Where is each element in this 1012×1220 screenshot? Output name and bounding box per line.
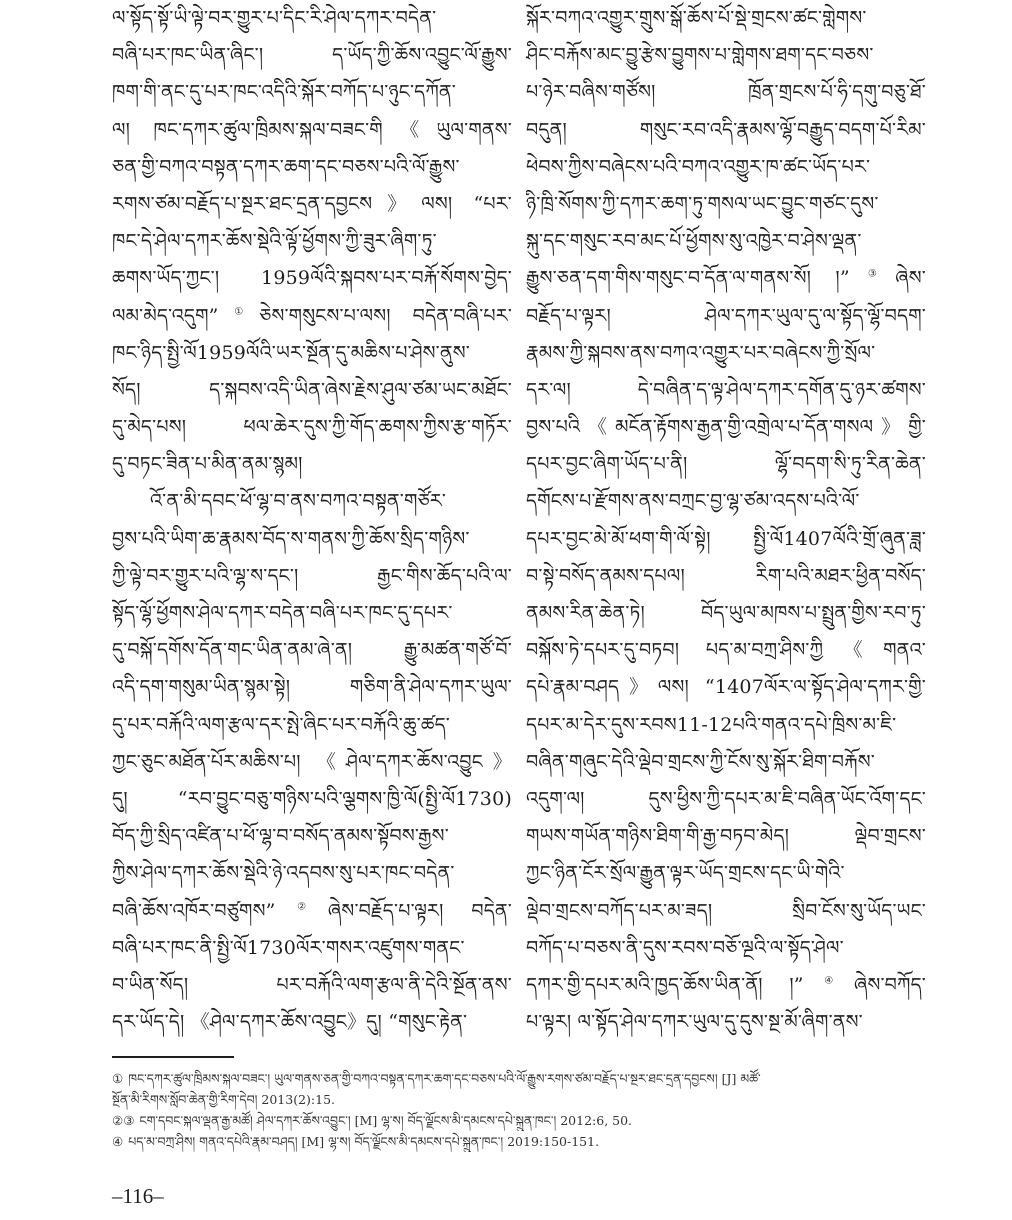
footnote-reference[interactable]: ④ (803, 975, 854, 987)
footnote-text: ཁང་དཀར་ཚུལ་ཁྲིམས་སྐལ་བཟང་། ཡུལ་གནས་ཅན་གྱི་བཀའ་བསྟན་དཀར་ཆག་དང་བཅས་པའི་ལོ་རྒྱུས་རགས་ཙམ་བརྗོད་པ་སྔར་ཐང་དྲན་དབྱངས། [J] མཚོ་ (128, 1071, 761, 1086)
left-column (112, 0, 512, 1041)
text-line: དུ། “རབ་བྱུང་བཅུ་གཉིས་པའི་ལྕགས་ཁྱི་ལོ(སྤྱི་ལོ1730) (112, 787, 512, 810)
text-segment: རྒྱུས་ཅན་དག་གིས་གསུང་བ་དོན་ལ་གནས་སོ། །” (526, 267, 850, 290)
text-line: ཆགས་ཡོད་ཀྱང་། 1959ལོའི་སྐབས་པར་བརྐོ་སོགས་བྱེད་ (112, 267, 512, 290)
text-line: ཀྱི་ལྟེ་བར་གྱུར་པའི་ལྷ་ས་དང་། རྒྱང་གིས་ཆོད་པའི་ལ་ (112, 564, 512, 587)
text-line: ཅན་གྱི་བཀའ་བསྟན་དཀར་ཆག་དང་བཅས་པའི་ལོ་རྒྱུས་ (112, 155, 460, 178)
text-line: སྟོད་ལྷོ་ཕྱོགས་ཤེལ་དཀར་བདེན་བཞི་པར་ཁང་དུ་དཔར་ (112, 602, 453, 624)
text-line: དགོངས་པ་རྫོགས་ནས་བཀྲང་བྱ་ལྷ་ཙམ་འདས་པའི་ལོ་ (526, 490, 860, 513)
text-segment: དཀར་གྱི་དཔར་མའི་ཁྱད་ཆོས་ཡིན་ནོ། །” (526, 973, 804, 996)
text-line: ནམས་རིན་ཆེན་ཏེ། བོད་ཡུལ་མཁས་པ་སྤྲུན་གྱིས་རབ་ཏུ་ (526, 602, 926, 624)
footnote-1 (112, 1068, 922, 1089)
text-line: ལ། ཁང་དཀར་ཚུལ་ཁྲིམས་སྐལ་བཟང་གི《ཡུལ་གནས་ (112, 118, 512, 141)
text-line: འདི་དག་གསུམ་ཡིན་སྙམ་སྟེ། གཅིག་ནི་ཤེལ་དཀར་ཡུལ་ (112, 676, 512, 699)
text-line: ཁག་གི་ནང་དུ་པར་ཁང་འདིའི་སྐོར་བཀོད་པ་ཉུང་དཀོན་ (112, 81, 456, 104)
text-line: བོད་ཀྱི་སྲིད་འཛིན་པ་ཕོ་ལྷ་བ་བསོད་ནམས་སྟོབས་རྒྱས་ (112, 825, 449, 848)
footnote-text: ངག་དབང་སྐལ་ལྡན་རྒྱ་མཚོ། ཤེལ་དཀར་ཆོས་འབྱུང་། [M] ལྷ་ས། བོད་ལྗོངས་མི་དམངས་དཔེ་སྐྲུན་ཁང་། 2012:6, 50. (139, 1113, 633, 1128)
text-line: དུ་བསྐོ་དགོས་དོན་གང་ཡིན་ནམ་ཞེ་ན། རྒྱུ་མཚན་གཙོ་བོ་ (112, 639, 512, 662)
footnote-2-3 (112, 1110, 922, 1131)
footnote-reference[interactable]: ③ (849, 268, 896, 280)
text-line: ཁང་དེ་ཤེལ་དཀར་ཆོས་སྡེའི་ལྟོ་ཕྱོགས་ཀྱི་ཟུར་ཞིག་ཏུ་ (112, 230, 437, 253)
text-segment: ཞེས་བརྗོད་པ་ལྟར། བདེན་ (327, 899, 512, 922)
text-line: དུ་བཏང་ཟིན་པ་མིན་ནམ་སྙམ། (112, 453, 303, 476)
text-line: ཉི་ཁྲི་སོགས་ཀྱི་དཀར་ཆག་ཏུ་གསལ་ཡང་བྱུང་གཙང་དུས་ (526, 192, 879, 215)
text-segment: ཞེས་ (895, 267, 926, 290)
text-line: སོད། ད་སྐབས་འདི་ཡིན་ཞེས་རྗེས་ཤུལ་ཙམ་ཡང་མཐོང་ (112, 378, 512, 401)
footnote-reference[interactable]: ② (275, 901, 328, 913)
footnote-text: པད་མ་བཀྲ་ཤིས། གནའ་དཔེའི་རྣམ་བཤད། [M] ལྷ་ས། བོད་ལྗོངས་མི་དམངས་དཔེ་སྐྲུན་ཁང་། 2019:150-151. (128, 1134, 600, 1149)
text-segment: ཞེས་བཀོད་ (853, 973, 926, 996)
text-line (526, 967, 926, 1004)
footnote-mark: ① (112, 1071, 124, 1086)
text-line: བརྗོད་པ་ལྟར། ཤེལ་དཀར་ཡུལ་དུ་ལ་སྟོད་ལྷོ་བདག་ (526, 304, 926, 327)
text-line (112, 298, 512, 335)
text-line: དཔར་བྱང་མེ་མོ་ཕག་གི་ལོ་སྟེ། སྤྱི་ལོ1407ལོའི་གྲོ་ཞུན་ཟླ་ (526, 527, 926, 550)
text-line: ཀྱང་ཅུང་མཐོན་པོར་མཆིས་པ། 《ཤེལ་དཀར་ཆོས་འབྱུང》 (112, 750, 512, 773)
text-line: བདུན། གསུང་རབ་འདི་རྣམས་ལྷོ་བརྒྱུད་བདག་པོ་རིམ་ (526, 118, 926, 141)
text-segment: ཅེས་གསུངས་པ་ལས། བདེན་བཞི་པར་ (259, 304, 512, 327)
text-line: ཁང་ཉིད་སྤྱི་ལོ1959ལོའི་ཡར་སྔོན་དུ་མཆིས་པ་ཤེས་ནུས་ (112, 341, 470, 364)
text-line: དཔེ་རྣམ་བཤད》ལས། “1407ལོར་ལ་སྟོད་ཤེལ་དཀར་གྱི་ (526, 676, 926, 699)
footnote-mark: ②③ (112, 1113, 135, 1128)
text-line: རྣམས་ཀྱི་སྐབས་ནས་བཀའ་འགྱུར་པར་བཞེངས་ཀྱི་སྲོལ་ (526, 341, 876, 364)
text-line: གཡས་གཡོན་གཉིས་ཐིག་གི་རྒྱ་བཏབ་མེད། ལྡེབ་གྲངས་ (526, 825, 926, 848)
text-line: བྱས་པའི《མངོན་རྟོགས་རྒྱན་གྱི་འགྲེལ་པ་དོན་གསལ》གྱི་ (526, 416, 926, 439)
text-line: དུ་པར་བརྐོའི་ལག་རྩལ་དར་སྤེ་ཞིང་པར་བརྐོའི་ཆུ་ཚད་ (112, 713, 450, 736)
text-line: དཔར་མ་དེར་དུས་རབས11-12པའི་གནའ་དཔེ་ཁྲིས་མ་ཇི་ (526, 713, 897, 736)
text-segment: བཞི་ཆོས་འཁོར་བཙུགས” (112, 899, 276, 922)
text-line: སྐུ་དང་གསུང་རབ་མང་པོ་ཕྱོགས་སུ་འཁྱེར་བ་ཤེས་ལྡན་ (526, 230, 862, 253)
text-line (526, 260, 926, 297)
footnote-1-continuation (112, 1089, 922, 1110)
text-line: པ་ལྟར། ལ་སྟོད་ཤེལ་དཀར་ཡུལ་དུ་དུས་སྔ་མོ་ཞིག་ནས་ (526, 1011, 863, 1034)
text-line: བཀོད་པ་བཅས་ནི་དུས་རབས་བཅོ་ལྔའི་ལ་སྟོད་ཤེལ་ (526, 936, 844, 959)
text-line: དར་ལ། དེ་བཞིན་ད་ལྟ་ཤེལ་དཀར་དགོན་དུ་ཉར་ཚགས་ (526, 378, 926, 401)
footnote-reference[interactable]: ① (218, 306, 260, 318)
text-line: འོ་ན་མི་དབང་ཕོ་ལྷ་བ་ནས་བཀའ་བསྟན་གཙོར་ (150, 490, 447, 513)
text-line: ཤིང་བརྐོས་མང་བྱུ་རྩེས་བྱུགས་པ་གླེགས་ཐག་དང་བཅས་ (526, 44, 874, 67)
text-line: ཕེབས་ཀྱིས་བཞེངས་པའི་བཀའ་འགྱུར་ཁ་ཚང་ཡོད་པར་ (526, 155, 871, 178)
text-line: བ་ཡིན་སོད། པར་བརྐོའི་ལག་རྩལ་ནི་དེའི་སྔོན་ནས་ (112, 973, 512, 996)
text-line (112, 893, 512, 930)
text-line: བྱས་པའི་ཡིག་ཆ་རྣམས་བོད་ས་གནས་ཀྱི་ཆོས་སྲིད་གཉིས་ (112, 527, 470, 550)
text-line: དཔར་བྱང་ཞིག་ཡོད་པ་ནི། ལྷོ་བདག་སི་ཏུ་རིན་ཆེན་ (526, 453, 926, 476)
text-segment: ལམ་མེད་འདུག” (112, 304, 219, 327)
footnote-divider (112, 1056, 234, 1058)
text-line: བསྐོས་ཏེ་དཔར་དུ་བཏབ། པད་མ་བཀྲ་ཤིས་ཀྱི《གནའ་ (526, 639, 926, 662)
footnotes (112, 1068, 922, 1152)
text-line: ཀྱང་ཉིན་ངོར་སྲོལ་རྒྱུན་ལྟར་ཡོད་གྲངས་དང་ཡི་གེའི་ (526, 862, 845, 885)
text-line: པ་ཉེར་བཞིས་གཙོས། ཁྲོན་གྲངས་པོ་ཧི་དགུ་བཅུ་ཐོ་ (526, 81, 926, 104)
text-line: དར་ཡོད་དེ། 《ཤེལ་དཀར་ཆོས་འབྱུང》དུ། “གསུང་རྟེན་ (112, 1011, 468, 1034)
text-line: བཞིན་གཞུང་དེའི་ལྡེབ་གྲངས་ཀྱི་ངོས་སུ་སྐོར་ཐིག་བརྐོས་ (526, 750, 875, 773)
text-line: ལྡེབ་གྲངས་བཀོད་པར་མ་ཟད། སྲིབ་ངོས་སུ་ཡོད་ཡང་ (526, 899, 926, 922)
text-line: དུ་མེད་པས། ཕལ་ཆེར་དུས་ཀྱི་གོད་ཆགས་ཀྱིས་རྩ་གཏོར་ (112, 416, 512, 439)
footnote-mark: ④ (112, 1134, 124, 1149)
text-line: སྐོར་བཀའ་འགྱུར་གྲུས་སྒོ་ཆོས་པོ་སྡེ་གྲངས་ཚང་གླེགས་ (526, 7, 867, 29)
text-line: བཞི་པར་ཁང་ཡིན་ཞིང་། ད་ཡོད་ཀྱི་ཆོས་འབྱུང་ལོ་རྒྱུས་ (112, 44, 512, 67)
text-line: རགས་ཙམ་བརྗོད་པ་སྔར་ཐང་དྲན་དབྱངས》ལས། “པར་ (112, 192, 512, 215)
text-line: བཞི་པར་ཁང་ནི་སྤྱི་ལོ1730ལོར་གསར་འཛུགས་གནང་ (112, 936, 465, 959)
footnote-4 (112, 1131, 922, 1152)
text-line: འདུག་ལ། དུས་ཕྱིས་ཀྱི་དཔར་མ་ཇི་བཞིན་ཡོང་འོག་དང་ (526, 787, 926, 810)
text-line: ཀྱིས་ཤེལ་དཀར་ཆོས་སྡེའི་ཉེ་འདབས་སུ་པར་ཁང་བདེན་ (112, 862, 455, 885)
right-column (526, 0, 926, 1041)
page-number: –116– (112, 1184, 164, 1208)
text-line: ལ་སྟོད་སྟོ་ཡི་ལྟེ་བར་གྱུར་པ་དིང་རི་ཤེལ་དཀར་བདེན་ (112, 7, 437, 29)
footnote-text: སྔོན་མི་རིགས་སློབ་ཆེན་གྱི་རིག་དེབ། 2013(2):15. (112, 1092, 336, 1107)
text-line: བ་སྟེ་བསོད་ནམས་དཔལ། རིག་པའི་མཐར་ཕྱིན་བསོད་ (526, 564, 926, 587)
